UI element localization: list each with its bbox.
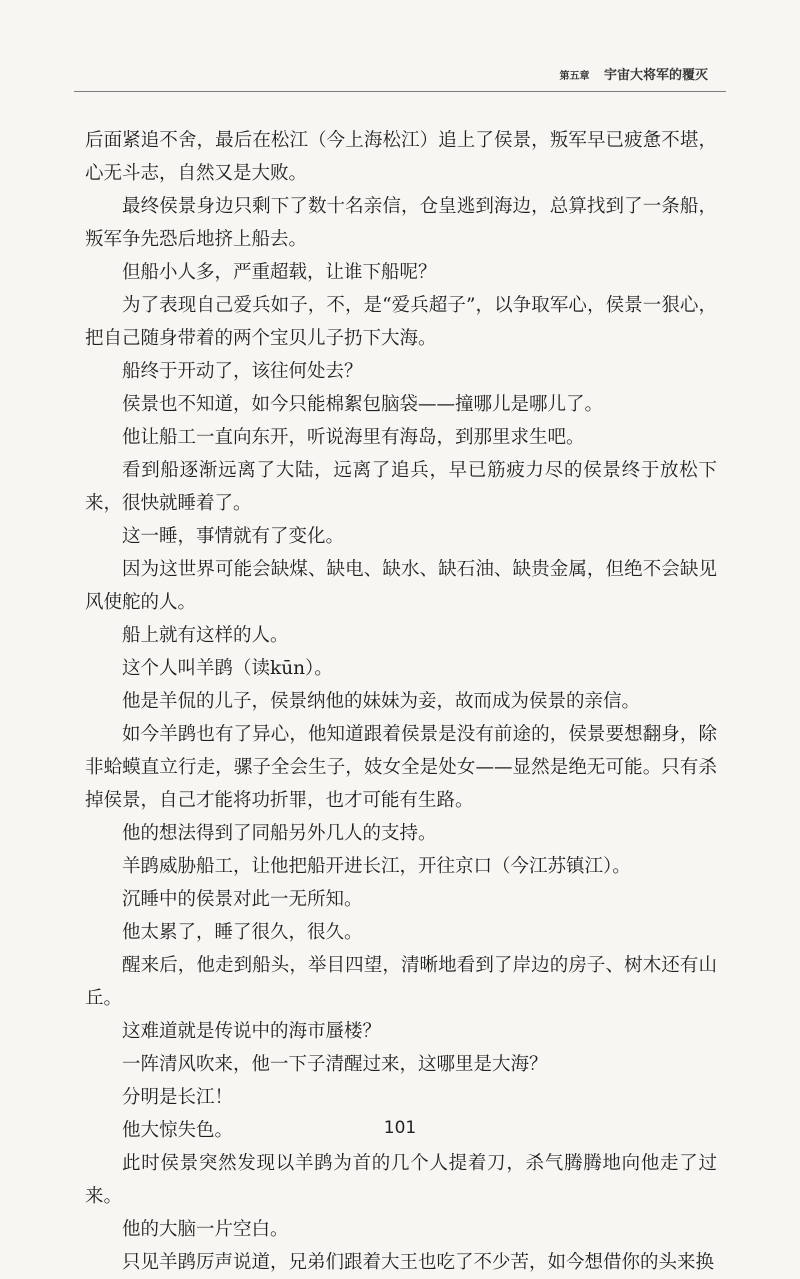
body-text bbox=[85, 124, 717, 1279]
paragraph: 后面紧追不舍，最后在松江（今上海松江）追上了侯景，叛军早已疲惫不堪，心无斗志，自然又是大败。 bbox=[85, 130, 717, 184]
paragraph: 醒来后，他走到船头，举目四望，清晰地看到了岸边的房子、树木还有山丘。 bbox=[85, 955, 717, 1009]
paragraph: 一阵清风吹来，他一下子清醒过来，这哪里是大海？ bbox=[122, 1054, 548, 1075]
paragraph: 船终于开动了，该往何处去？ bbox=[122, 361, 363, 382]
paragraph: 他是羊侃的儿子，侯景纳他的妹妹为妾，故而成为侯景的亲信。 bbox=[122, 691, 641, 712]
chapter-title: 宇宙大将军的覆灭 bbox=[603, 68, 708, 83]
paragraph: 他的大脑一片空白。 bbox=[122, 1219, 289, 1240]
paragraph: 沉睡中的侯景对此一无所知。 bbox=[122, 889, 363, 910]
paragraph: 如今羊鹍也有了异心，他知道跟着侯景是没有前途的，侯景要想翻身，除非蛤蟆直立行走，骡子全会生子，妓女全是处女——显然是绝无可能。只有杀掉侯景，自己才能将功折罪，也才可能有生路。 bbox=[85, 724, 717, 811]
paragraph: 此时侯景突然发现以羊鹍为首的几个人提着刀，杀气腾腾地向他走了过来。 bbox=[85, 1153, 717, 1207]
paragraph: 这一睡，事情就有了变化。 bbox=[122, 526, 345, 547]
paragraph: 分明是长江！ bbox=[122, 1087, 234, 1108]
paragraph: 只见羊鹍厉声说道，兄弟们跟着大王也吃了不少苦，如今想借你的头来换 bbox=[122, 1252, 715, 1273]
paragraph: 他让船工一直向东开，听说海里有海岛，到那里求生吧。 bbox=[122, 427, 585, 448]
paragraph: 这个人叫羊鹍（读kūn）。 bbox=[122, 658, 333, 679]
paragraph: 这难道就是传说中的海市蜃楼？ bbox=[122, 1021, 382, 1042]
paragraph: 他大惊失色。 bbox=[122, 1120, 234, 1141]
paragraph: 但船小人多，严重超载，让谁下船呢？ bbox=[122, 262, 437, 283]
running-head bbox=[559, 64, 708, 83]
paragraph: 看到船逐渐远离了大陆，远离了追兵，早已筋疲力尽的侯景终于放松下来，很快就睡着了。 bbox=[85, 460, 717, 514]
paragraph: 因为这世界可能会缺煤、缺电、缺水、缺石油、缺贵金属，但绝不会缺见风使舵的人。 bbox=[85, 559, 717, 613]
chapter-label: 第五章 bbox=[559, 71, 590, 82]
paragraph: 侯景也不知道，如今只能棉絮包脑袋——撞哪儿是哪儿了。 bbox=[122, 394, 604, 415]
paragraph: 羊鹍威胁船工，让他把船开进长江，开往京口（今江苏镇江）。 bbox=[122, 856, 631, 877]
paragraph: 最终侯景身边只剩下了数十名亲信，仓皇逃到海边，总算找到了一条船，叛军争先恐后地挤上船去。 bbox=[85, 196, 717, 250]
page-number: 101 bbox=[383, 1118, 417, 1138]
paragraph: 为了表现自己爱兵如子，不，是“爱兵超子”，以争取军心，侯景一狠心，把自己随身带着的两个宝贝儿子扔下大海。 bbox=[85, 295, 717, 349]
paragraph: 他太累了，睡了很久，很久。 bbox=[122, 922, 363, 943]
header-rule bbox=[74, 91, 726, 92]
paragraph: 船上就有这样的人。 bbox=[122, 625, 289, 646]
paragraph: 他的想法得到了同船另外几人的支持。 bbox=[122, 823, 437, 844]
